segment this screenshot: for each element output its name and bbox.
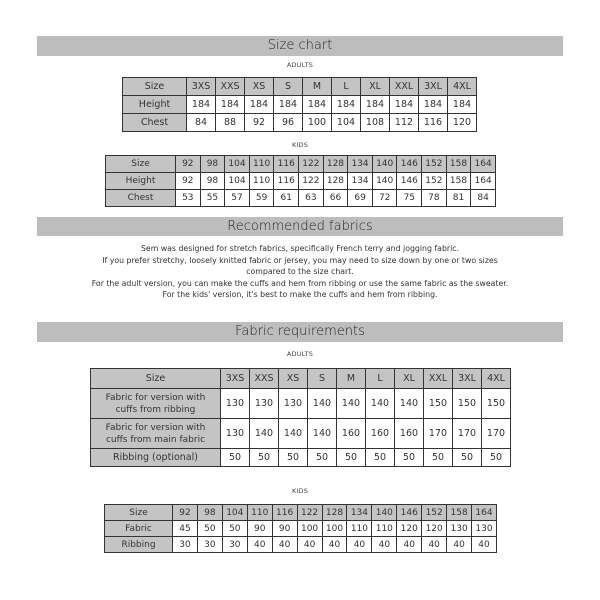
- size-header-cell: 104: [225, 156, 250, 173]
- recommended-fabrics-text: [40, 243, 560, 301]
- value-cell: 90: [247, 521, 272, 537]
- value-cell: 84: [187, 114, 216, 132]
- row-label-cell: Ribbing (optional): [91, 449, 221, 467]
- value-cell: 160: [366, 419, 395, 449]
- value-cell: 116: [419, 114, 448, 132]
- size-header-cell: 134: [347, 505, 372, 521]
- fabric-requirements-title: Fabric requirements: [37, 322, 563, 342]
- value-cell: 140: [337, 389, 366, 419]
- value-cell: 184: [245, 96, 274, 114]
- size-header-cell: 128: [323, 156, 348, 173]
- value-cell: 40: [247, 537, 272, 553]
- value-cell: 40: [297, 537, 322, 553]
- value-cell: 50: [222, 521, 247, 537]
- recommended-line: If you prefer stretchy, loosely knitted fabric or jersey, you may need to size down by one or two sizes: [102, 255, 498, 265]
- table-row: [123, 96, 477, 114]
- value-cell: 150: [453, 389, 482, 419]
- header-row: [123, 78, 477, 96]
- size-chart-kids-label: KIDS: [291, 141, 309, 149]
- value-cell: 184: [361, 96, 390, 114]
- size-header-cell: S: [274, 78, 303, 96]
- value-cell: 30: [222, 537, 247, 553]
- size-header-cell: 110: [249, 156, 274, 173]
- header-label-cell: Size: [91, 369, 221, 389]
- size-header-cell: 3XS: [187, 78, 216, 96]
- value-cell: 59: [249, 190, 274, 207]
- size-chart-adults-label: ADULTS: [286, 61, 314, 69]
- table-row: [123, 114, 477, 132]
- header-label-cell: Size: [106, 156, 176, 173]
- size-header-cell: 110: [247, 505, 272, 521]
- size-chart-title: Size chart: [37, 36, 563, 56]
- size-header-cell: 92: [176, 156, 201, 173]
- value-cell: 50: [453, 449, 482, 467]
- value-cell: 40: [372, 537, 397, 553]
- size-header-cell: 122: [297, 505, 322, 521]
- size-header-cell: XL: [395, 369, 424, 389]
- size-header-cell: 92: [173, 505, 198, 521]
- fabric-requirements-kids-label: KIDS: [291, 487, 309, 495]
- header-row: [105, 505, 497, 521]
- size-header-cell: 164: [472, 505, 497, 521]
- value-cell: 63: [299, 190, 324, 207]
- size-header-cell: M: [303, 78, 332, 96]
- table-row: [105, 537, 497, 553]
- value-cell: 90: [272, 521, 297, 537]
- size-header-cell: XXS: [216, 78, 245, 96]
- value-cell: 50: [221, 449, 250, 467]
- value-cell: 140: [250, 419, 279, 449]
- value-cell: 104: [332, 114, 361, 132]
- value-cell: 146: [397, 173, 422, 190]
- recommended-line: For the adult version, you can make the cuffs and hem from ribbing or use the same fabric as the sweater.: [91, 278, 509, 288]
- value-cell: 50: [424, 449, 453, 467]
- size-header-cell: 3XL: [419, 78, 448, 96]
- value-cell: 150: [482, 389, 511, 419]
- header-row: [106, 156, 496, 173]
- value-cell: 50: [308, 449, 337, 467]
- value-cell: 158: [446, 173, 471, 190]
- value-cell: 110: [372, 521, 397, 537]
- row-label-cell: Fabric for version with cuffs from ribbing: [91, 389, 221, 419]
- size-header-cell: 152: [422, 156, 447, 173]
- value-cell: 100: [297, 521, 322, 537]
- size-header-cell: L: [332, 78, 361, 96]
- value-cell: 96: [274, 114, 303, 132]
- value-cell: 75: [397, 190, 422, 207]
- size-header-cell: 116: [274, 156, 299, 173]
- value-cell: 184: [303, 96, 332, 114]
- value-cell: 50: [279, 449, 308, 467]
- value-cell: 45: [173, 521, 198, 537]
- value-cell: 120: [422, 521, 447, 537]
- value-cell: 30: [173, 537, 198, 553]
- header-row: [91, 369, 511, 389]
- value-cell: 184: [216, 96, 245, 114]
- value-cell: 100: [303, 114, 332, 132]
- value-cell: 81: [446, 190, 471, 207]
- size-header-cell: 158: [446, 156, 471, 173]
- value-cell: 152: [422, 173, 447, 190]
- size-header-cell: 3XL: [453, 369, 482, 389]
- size-chart-kids-table: [105, 155, 496, 207]
- value-cell: 53: [176, 190, 201, 207]
- value-cell: 50: [250, 449, 279, 467]
- value-cell: 78: [422, 190, 447, 207]
- size-header-cell: M: [337, 369, 366, 389]
- size-header-cell: XXL: [390, 78, 419, 96]
- value-cell: 92: [176, 173, 201, 190]
- value-cell: 40: [422, 537, 447, 553]
- value-cell: 130: [250, 389, 279, 419]
- size-header-cell: 134: [348, 156, 373, 173]
- recommended-line: Sem was designed for stretch fabrics, specifically French terry and jogging fabric.: [140, 244, 460, 253]
- table-row: [105, 521, 497, 537]
- value-cell: 110: [249, 173, 274, 190]
- value-cell: 40: [322, 537, 347, 553]
- value-cell: 98: [200, 173, 225, 190]
- fabric-requirements-adults-table: [90, 368, 511, 467]
- value-cell: 150: [424, 389, 453, 419]
- value-cell: 130: [472, 521, 497, 537]
- size-header-cell: 140: [372, 505, 397, 521]
- value-cell: 100: [322, 521, 347, 537]
- value-cell: 88: [216, 114, 245, 132]
- value-cell: 170: [424, 419, 453, 449]
- size-header-cell: 122: [299, 156, 324, 173]
- value-cell: 66: [323, 190, 348, 207]
- value-cell: 104: [225, 173, 250, 190]
- size-header-cell: 104: [222, 505, 247, 521]
- value-cell: 30: [197, 537, 222, 553]
- value-cell: 72: [372, 190, 397, 207]
- value-cell: 50: [337, 449, 366, 467]
- row-label-cell: Height: [123, 96, 187, 114]
- size-header-cell: 158: [447, 505, 472, 521]
- header-label-cell: Size: [123, 78, 187, 96]
- row-label-cell: Ribbing: [105, 537, 173, 553]
- size-header-cell: XS: [245, 78, 274, 96]
- value-cell: 84: [471, 190, 496, 207]
- value-cell: 120: [448, 114, 477, 132]
- size-header-cell: 98: [197, 505, 222, 521]
- value-cell: 50: [197, 521, 222, 537]
- value-cell: 130: [221, 389, 250, 419]
- value-cell: 116: [274, 173, 299, 190]
- value-cell: 184: [187, 96, 216, 114]
- recommended-fabrics-title: Recommended fabrics: [37, 217, 563, 236]
- value-cell: 170: [482, 419, 511, 449]
- table-row: [91, 419, 511, 449]
- size-header-cell: 98: [200, 156, 225, 173]
- value-cell: 164: [471, 173, 496, 190]
- value-cell: 140: [372, 173, 397, 190]
- value-cell: 160: [395, 419, 424, 449]
- value-cell: 120: [397, 521, 422, 537]
- value-cell: 130: [221, 419, 250, 449]
- value-cell: 61: [274, 190, 299, 207]
- value-cell: 140: [279, 419, 308, 449]
- value-cell: 92: [245, 114, 274, 132]
- value-cell: 50: [395, 449, 424, 467]
- value-cell: 108: [361, 114, 390, 132]
- size-header-cell: L: [366, 369, 395, 389]
- size-header-cell: 128: [322, 505, 347, 521]
- table-row: [106, 190, 496, 207]
- value-cell: 140: [308, 389, 337, 419]
- size-header-cell: 164: [471, 156, 496, 173]
- table-row: [106, 173, 496, 190]
- value-cell: 130: [279, 389, 308, 419]
- row-label-cell: Height: [106, 173, 176, 190]
- size-header-cell: S: [308, 369, 337, 389]
- size-header-cell: 146: [397, 505, 422, 521]
- value-cell: 122: [299, 173, 324, 190]
- value-cell: 40: [472, 537, 497, 553]
- value-cell: 134: [348, 173, 373, 190]
- value-cell: 184: [332, 96, 361, 114]
- table-row: [91, 389, 511, 419]
- size-header-cell: 116: [272, 505, 297, 521]
- size-header-cell: XXS: [250, 369, 279, 389]
- size-header-cell: XL: [361, 78, 390, 96]
- value-cell: 112: [390, 114, 419, 132]
- header-label-cell: Size: [105, 505, 173, 521]
- fabric-requirements-adults-label: ADULTS: [286, 350, 314, 358]
- value-cell: 110: [347, 521, 372, 537]
- value-cell: 69: [348, 190, 373, 207]
- value-cell: 184: [274, 96, 303, 114]
- value-cell: 57: [225, 190, 250, 207]
- size-header-cell: 4XL: [482, 369, 511, 389]
- value-cell: 40: [347, 537, 372, 553]
- value-cell: 140: [366, 389, 395, 419]
- size-header-cell: 4XL: [448, 78, 477, 96]
- size-header-cell: 140: [372, 156, 397, 173]
- value-cell: 140: [395, 389, 424, 419]
- value-cell: 184: [419, 96, 448, 114]
- size-header-cell: 152: [422, 505, 447, 521]
- size-header-cell: XXL: [424, 369, 453, 389]
- value-cell: 40: [397, 537, 422, 553]
- row-label-cell: Chest: [123, 114, 187, 132]
- size-header-cell: 146: [397, 156, 422, 173]
- size-header-cell: 3XS: [221, 369, 250, 389]
- value-cell: 40: [272, 537, 297, 553]
- value-cell: 55: [200, 190, 225, 207]
- value-cell: 184: [448, 96, 477, 114]
- recommended-line: For the kids' version, it's best to make the cuffs and hem from ribbing.: [162, 290, 438, 300]
- recommended-line: compared to the size chart.: [246, 267, 354, 277]
- value-cell: 160: [337, 419, 366, 449]
- value-cell: 184: [390, 96, 419, 114]
- row-label-cell: Chest: [106, 190, 176, 207]
- value-cell: 128: [323, 173, 348, 190]
- fabric-requirements-kids-table: [104, 504, 497, 553]
- table-row: [91, 449, 511, 467]
- value-cell: 40: [447, 537, 472, 553]
- size-chart-adults-table: [122, 77, 477, 132]
- value-cell: 50: [482, 449, 511, 467]
- value-cell: 50: [366, 449, 395, 467]
- value-cell: 170: [453, 419, 482, 449]
- value-cell: 130: [447, 521, 472, 537]
- size-header-cell: XS: [279, 369, 308, 389]
- row-label-cell: Fabric for version with cuffs from main fabric: [91, 419, 221, 449]
- row-label-cell: Fabric: [105, 521, 173, 537]
- value-cell: 140: [308, 419, 337, 449]
